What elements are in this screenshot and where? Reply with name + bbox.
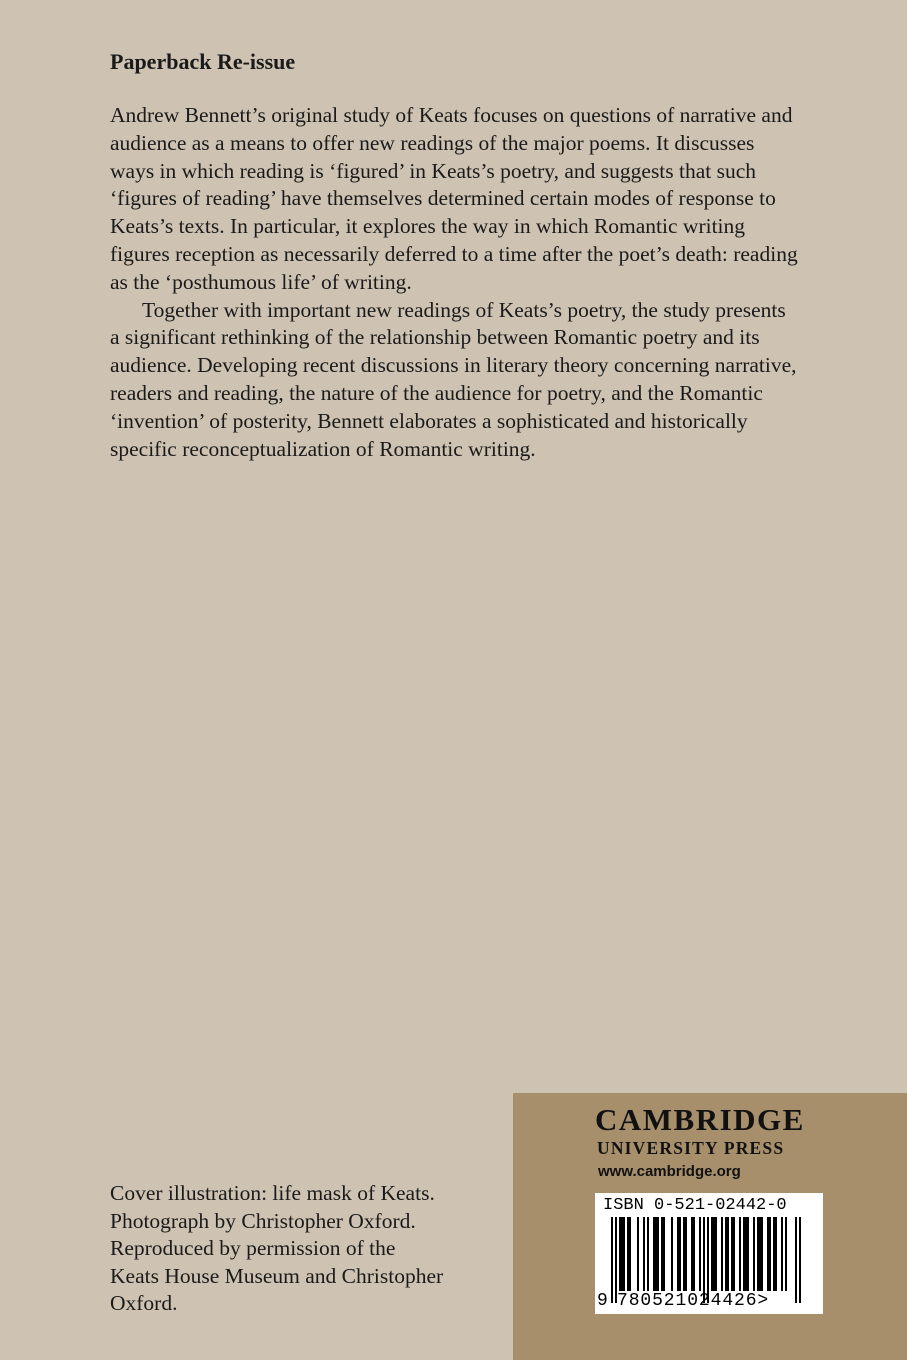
barcode-guard-bar [799, 1217, 801, 1303]
barcode-bar [629, 1217, 631, 1291]
barcode-bar [699, 1217, 701, 1291]
barcode-bar [733, 1217, 735, 1291]
barcode-bar [711, 1217, 713, 1291]
barcode-bar [619, 1217, 621, 1291]
barcode-digits [617, 1291, 769, 1311]
barcode-bar [727, 1217, 729, 1291]
barcode-bar [643, 1217, 645, 1291]
credit-line: Reproduced by permission of the [110, 1236, 396, 1260]
barcode-bar [731, 1217, 733, 1291]
barcode-bar [713, 1217, 715, 1291]
barcode-bar [767, 1217, 769, 1291]
credit-line: Cover illustration: life mask of Keats. [110, 1181, 435, 1205]
barcode-bar [769, 1217, 771, 1291]
barcode-bar [677, 1217, 679, 1291]
barcode-bar [725, 1217, 727, 1291]
publisher-name: CAMBRIDGE [595, 1102, 805, 1137]
barcode-guard-bar [795, 1217, 797, 1303]
barcode-bar [691, 1217, 693, 1291]
barcode-bar [785, 1217, 787, 1291]
isbn-barcode [595, 1193, 823, 1314]
blurb-paragraph-1: Andrew Bennett’s original study of Keats focuses on questions of narrative and audience as a means to offer new readings of the major poems. It discusses ways in which reading is ‘figured’ in Keats’s poetry, and suggests that such ‘figures of reading’ have themselves determined certain modes of response to Keats’s texts. In particular, it explores the way in which Romantic writing figures reception as necessarily deferred to a time after the poet’s death: reading as the ‘posthumous life’ of writing. [110, 103, 798, 294]
barcode-bar [685, 1217, 687, 1291]
barcode-bar [759, 1217, 761, 1291]
barcode-bar [683, 1217, 685, 1291]
barcode-end-mark: > [757, 1291, 770, 1311]
barcode-bar [657, 1217, 659, 1291]
barcode-bar [745, 1217, 747, 1291]
barcode-bar [653, 1217, 655, 1291]
barcode-bar [623, 1217, 625, 1291]
barcode-bar [647, 1217, 649, 1291]
isbn-label: ISBN 0-521-02442-0 [603, 1196, 787, 1215]
barcode-bar [775, 1217, 777, 1291]
barcode-digit-string: 780521024426 [617, 1291, 758, 1311]
barcode-bar [693, 1217, 695, 1291]
barcode-bar [661, 1217, 663, 1291]
barcode-guard-bar [611, 1217, 613, 1303]
credit-line: Keats House Museum and Christopher [110, 1263, 444, 1288]
blurb-paragraph-2: Together with important new readings of Keats’s poetry, the study presents a significant rethinking of the relationship between Romantic poetry and its audience. Developing recent discussions in literary theory concerning narrative, readers and reading, the nature of the audience for poetry, and the Romantic ‘invention’ of posterity, Bennett elaborates a sophisticated and historically specific reconceptualization of Romantic writing. [110, 297, 797, 461]
barcode-bar [655, 1217, 657, 1291]
barcode-bar [781, 1217, 783, 1291]
cover-illustration-credit [110, 1180, 490, 1318]
credit-line: Photograph by Christopher Oxford. [110, 1208, 416, 1233]
barcode-bar [671, 1217, 673, 1291]
barcode-bar [721, 1217, 723, 1291]
barcode-bar [679, 1217, 681, 1291]
barcode-bar [637, 1217, 639, 1291]
barcode-lead-digit: 9 [597, 1291, 608, 1311]
barcode-bar [773, 1217, 775, 1291]
barcode-bar [757, 1217, 759, 1291]
barcode-bar [627, 1217, 629, 1291]
barcode-bar [739, 1217, 741, 1291]
barcode-bar [621, 1217, 623, 1291]
barcode-bar [753, 1217, 755, 1291]
reissue-heading: Paperback Re-issue [110, 49, 296, 74]
credit-line: Oxford. [110, 1291, 178, 1315]
barcode-bar [663, 1217, 665, 1291]
barcode-bar [743, 1217, 745, 1291]
blurb-text [110, 102, 800, 463]
publisher-panel [513, 1093, 907, 1360]
barcode-bar [715, 1217, 717, 1291]
barcode-bar [747, 1217, 749, 1291]
barcode-bar [761, 1217, 763, 1291]
publisher-subname: UNIVERSITY PRESS [597, 1138, 785, 1158]
publisher-url: www.cambridge.org [598, 1163, 741, 1180]
